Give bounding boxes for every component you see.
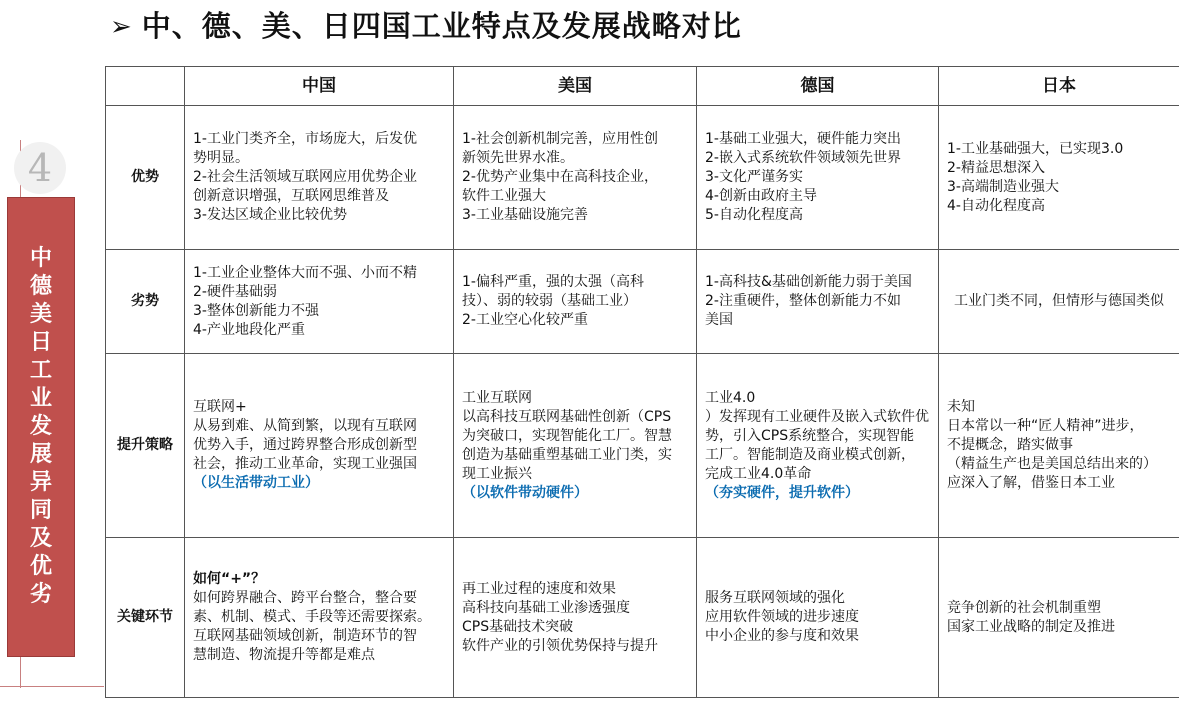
table-row-disadvantages (106, 250, 1179, 354)
cell-germany-disadvantages: 1-高科技&基础创新能力弱于美国 2-注重硬件，整体创新能力不如 美国 (697, 250, 939, 354)
cell-china-advantages: 1-工业门类齐全，市场庞大，后发优 势明显。 2-社会生活领域互联网应用优势企业 创新意识增强，互联网思维普及 3-发达区域企业比较优势 (185, 106, 454, 250)
cell-japan-disadvantages: 工业门类不同，但情形与德国类似 (939, 250, 1179, 354)
row-header: 劣势 (106, 250, 185, 354)
strategy-highlight: （以生活带动工业） (193, 475, 319, 491)
cell-china-key-links: 如何“+”？ 如何跨界融合、跨平台整合，整合要 素、机制、模式、手段等还需要探索。 互联网基础领域创新，制造环节的智 慧制造、物流提升等都是难点 (185, 538, 454, 698)
comparison-table (105, 66, 1179, 698)
cell-usa-key-links: 再工业过程的速度和效果 高科技向基础工业渗透强度 CPS基础技术突破 软件产业的引领优势保持与提升 (454, 538, 697, 698)
cell-usa-strategy: 工业互联网 以高科技互联网基础性创新（CPS 为突破口，实现智能化工厂。智慧 创造为基础重塑基础工业门类，实 现工业振兴 （以软件带动硬件） (454, 354, 697, 538)
cell-japan-key-links: 竞争创新的社会机制重塑 国家工业战略的制定及推进 (939, 538, 1179, 698)
row-header: 关键环节 (106, 538, 185, 698)
table-header-row (106, 67, 1179, 106)
column-header-usa: 美国 (454, 67, 697, 106)
page-title: 中、德、美、日四国工业特点及发展战略对比 (141, 9, 742, 43)
row-header: 提升策略 (106, 354, 185, 538)
cell-japan-advantages: 1-工业基础强大，已实现3.0 2-精益思想深入 3-高端制造业强大 4-自动化程度高 (939, 106, 1179, 250)
page-header (110, 9, 742, 43)
cell-china-disadvantages: 1-工业企业整体大而不强、小而不精 2-硬件基础弱 3-整体创新能力不强 4-产业地段化严重 (185, 250, 454, 354)
table-row-advantages (106, 106, 1179, 250)
cell-germany-strategy: 工业4.0 ）发挥现有工业硬件及嵌入式软件优 势，引入CPS系统整合，实现智能 工厂。智能制造及商业模式创新， 完成工业4.0革命 （夯实硬件，提升软件） (697, 354, 939, 538)
column-header-japan: 日本 (939, 67, 1179, 106)
arrow-bullet-icon: ➢ (110, 11, 132, 42)
table-row-strategy (106, 354, 1179, 538)
side-section-label: 中德美日工业发展异同及优劣 (29, 246, 52, 607)
cell-usa-disadvantages: 1-偏科严重，强的太强（高科 技）、弱的较弱（基础工业） 2-工业空心化较严重 (454, 250, 697, 354)
row-header: 优势 (106, 106, 185, 250)
cell-usa-advantages: 1-社会创新机制完善，应用性创 新领先世界水准。 2-优势产业集中在高科技企业， 软件工业强大 3-工业基础设施完善 (454, 106, 697, 250)
side-section-panel (7, 197, 75, 657)
side-decoration-baseline (0, 686, 104, 687)
cell-japan-strategy: 未知 日本常以一种“匠人精神”进步， 不提概念，踏实做事 （精益生产也是美国总结出来的） 应深入了解，借鉴日本工业 (939, 354, 1179, 538)
cell-germany-advantages: 1-基础工业强大，硬件能力突出 2-嵌入式系统软件领域领先世界 3-文化严谨务实 4-创新由政府主导 5-自动化程度高 (697, 106, 939, 250)
column-header-china: 中国 (185, 67, 454, 106)
column-header-germany: 德国 (697, 67, 939, 106)
column-header-blank (106, 67, 185, 106)
table-row-key-links (106, 538, 1179, 698)
section-number-badge: 4 (14, 142, 66, 194)
strategy-highlight: （以软件带动硬件） (462, 484, 588, 501)
strategy-highlight: （夯实硬件，提升软件） (705, 484, 859, 501)
cell-germany-key-links: 服务互联网领域的强化 应用软件领域的进步速度 中小企业的参与度和效果 (697, 538, 939, 698)
cell-china-strategy: 互联网+ 从易到难、从简到繁，以现有互联网 优势入手，通过跨界整合形成创新型 社会，推动工业革命，实现工业强国 （以生活带动工业） (185, 354, 454, 538)
